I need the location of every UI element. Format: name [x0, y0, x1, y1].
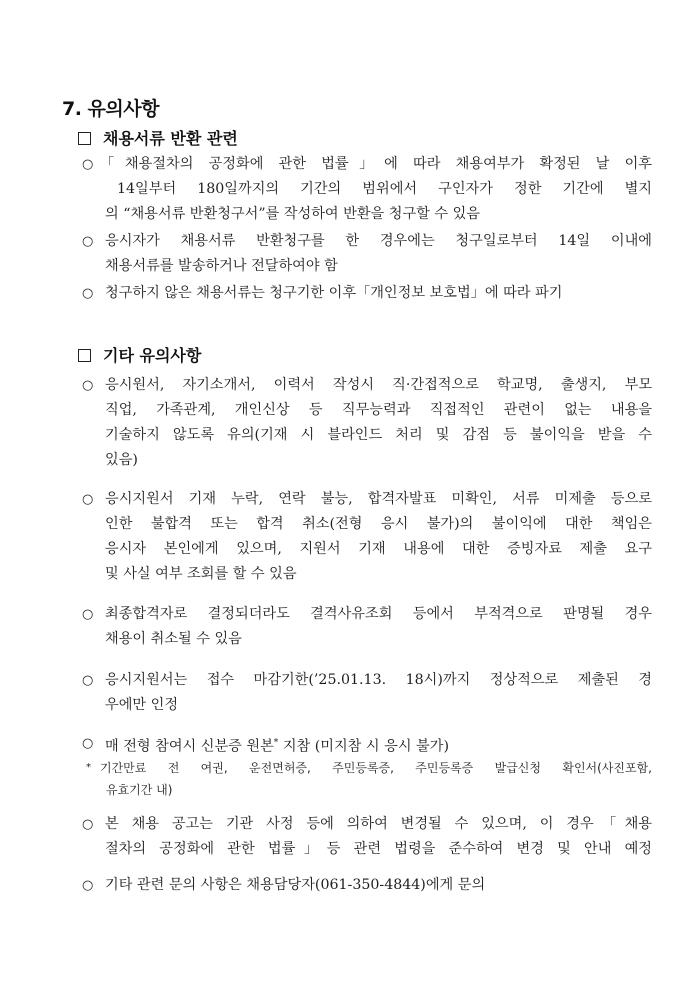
- circle-bullet-icon: ○: [82, 286, 94, 301]
- list-item: [82, 152, 652, 227]
- list-item-line: 채용서류를 발송하거나 전달하여야 함: [105, 258, 338, 274]
- circle-bullet-icon: ○: [82, 492, 94, 507]
- list-item-line: 응시자 본인에게 있으며, 지원서 기재 내용에 대한 증빙자료 제출 요구: [105, 541, 652, 557]
- list-item-line: [82, 731, 652, 760]
- list-item: [82, 229, 652, 279]
- circle-bullet-icon: ○: [82, 878, 94, 893]
- list-item-line: 「채용절차의 공정화에 관한 법률」에 따라 채용여부가 확정된 날 이후: [100, 156, 652, 172]
- footnote-line: 유효기간 내): [106, 783, 173, 797]
- list-item-line: 청구하지 않은 채용서류는 청구기한 이후「개인정보 보호법」에 따라 파기: [105, 285, 563, 301]
- list-item-line: 의 “채용서류 반환청구서”를 작성하여 반환을 청구할 수 있음: [105, 206, 480, 222]
- list-item-line: 인한 불합격 또는 합격 취소(전형 응시 불가)의 불이익에 대한 책임은: [105, 516, 652, 532]
- footnote-mark: *: [273, 738, 279, 748]
- list-item-id-card: [82, 731, 652, 760]
- subsection-heading-other-notes: [78, 343, 201, 366]
- list-item-line: 직업, 가족관계, 개인신상 등 직무능력과 직접적인 관련이 없는 내용을: [105, 402, 652, 418]
- list-item-line: 기술하지 않도록 유의(기재 시 블라인드 처리 및 감점 등 불이익을 받을 수: [105, 427, 652, 443]
- list-item: [82, 373, 652, 473]
- list-item: [82, 487, 652, 587]
- asterisk-icon: *: [86, 762, 91, 773]
- list-item-text: 지참 (미지참 시 응시 불가): [282, 738, 449, 755]
- list-item: [82, 281, 652, 306]
- subsection-heading-document-return: [78, 126, 238, 149]
- list-item-line: 응시지원서 기재 누락, 연락 불능, 합격자발표 미확인, 서류 미제출 등으로: [105, 491, 652, 507]
- circle-bullet-icon: ○: [82, 378, 94, 393]
- circle-bullet-icon: ○: [82, 673, 94, 688]
- list-item-line: 및 사실 여부 조회를 할 수 있음: [105, 566, 297, 582]
- subsection-heading-label: 기타 유의사항: [103, 346, 202, 365]
- circle-bullet-icon: ○: [82, 234, 94, 249]
- footnote-line: 기간만료 전 여권, 운전면허증, 주민등록증, 주민등록증 발급신청 확인서(사진포함,: [100, 761, 652, 775]
- circle-bullet-icon: ○: [82, 607, 94, 622]
- list-item: [82, 602, 652, 652]
- section-title: 7. 유의사항: [62, 98, 159, 120]
- footnote: [86, 757, 652, 801]
- list-item-line: 응시지원서는 접수 마감기한(’25.01.13. 18시)까지 정상적으로 제출된 경: [105, 672, 652, 688]
- list-item-text: 매 전형 참여시 신분증 원본: [105, 738, 274, 755]
- list-item-line: 최종합격자로 결정되더라도 결격사유조회 등에서 부적격으로 판명될 경우: [105, 606, 652, 622]
- list-item-line: 응시원서, 자기소개서, 이력서 작성시 직·간접적으로 학교명, 출생지, 부모: [105, 377, 652, 393]
- checkbox-square-icon: [78, 349, 91, 362]
- list-item-line: 본 채용 공고는 기관 사정 등에 의하여 변경될 수 있으며, 이 경우「채용: [105, 816, 652, 832]
- subsection-heading-label: 채용서류 반환 관련: [103, 129, 238, 148]
- list-item-line: 채용이 취소될 수 있음: [105, 631, 242, 647]
- checkbox-square-icon: [78, 132, 91, 145]
- list-item: [82, 668, 652, 718]
- list-item-line: 절차의 공정화에 관한 법률」등 관련 법령을 준수하여 변경 및 안내 예정: [105, 841, 652, 857]
- list-item-line: 14일부터 180일까지의 기간의 범위에서 구인자가 정한 기간에 별지: [117, 181, 652, 197]
- list-item-line: 있음): [105, 452, 138, 468]
- list-item-line: 응시자가 채용서류 반환청구를 한 경우에는 청구일로부터 14일 이내에: [105, 233, 652, 249]
- circle-bullet-icon: ○: [82, 157, 94, 172]
- list-item-line: 우에만 인정: [105, 697, 179, 713]
- list-item-line: 기타 관련 문의 사항은 채용담당자(061-350-4844)에게 문의: [105, 877, 486, 893]
- circle-bullet-icon: ○: [82, 817, 94, 832]
- list-item: [82, 812, 652, 862]
- circle-bullet-icon: ○: [82, 736, 94, 751]
- list-item-contact: [82, 873, 652, 898]
